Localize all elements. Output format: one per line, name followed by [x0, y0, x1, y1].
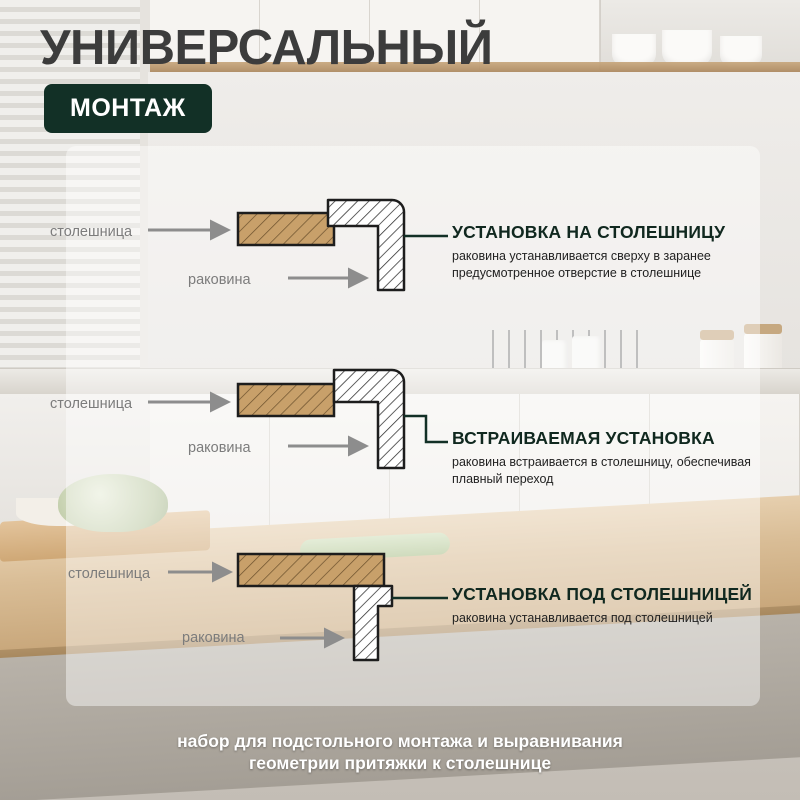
footer-line-1: набор для подстольного монтажа и выравнивания [177, 731, 623, 751]
label-countertop-2: столешница [50, 396, 133, 412]
description-top-mount: раковина устанавливается сверху в заранее предусмотренное отверстие в столешнице [452, 249, 711, 280]
footer-caption [0, 730, 800, 774]
diagram-block-top-mount [40, 190, 760, 310]
description-under-mount: раковина устанавливается под столешницей [452, 611, 713, 625]
label-sink-1: раковина [188, 272, 251, 288]
sink-cross-section-flush-mount [40, 358, 460, 488]
label-countertop-3: столешница [68, 566, 151, 582]
sink-cross-section-under-mount [40, 520, 460, 670]
diagram-block-flush-mount [40, 358, 760, 488]
page-title: УНИВЕРСАЛЬНЫЙ [40, 21, 493, 75]
heading-flush-mount: ВСТРАИВАЕМАЯ УСТАНОВКА [452, 428, 715, 448]
description-flush-mount: раковина встраивается в столешницу, обеспечивая плавный переход [452, 455, 751, 486]
diagram-block-under-mount [40, 520, 760, 670]
heading-under-mount: УСТАНОВКА ПОД СТОЛЕШНИЦЕЙ [452, 584, 753, 604]
label-countertop-1: столешница [50, 224, 133, 240]
label-sink-2: раковина [188, 440, 251, 456]
heading-top-mount: УСТАНОВКА НА СТОЛЕШНИЦУ [452, 222, 726, 242]
sink-cross-section-top-mount [40, 190, 460, 310]
montage-badge: МОНТАЖ [44, 84, 212, 133]
footer-line-2: геометрии притяжки к столешнице [248, 753, 552, 773]
label-sink-3: раковина [182, 630, 245, 646]
